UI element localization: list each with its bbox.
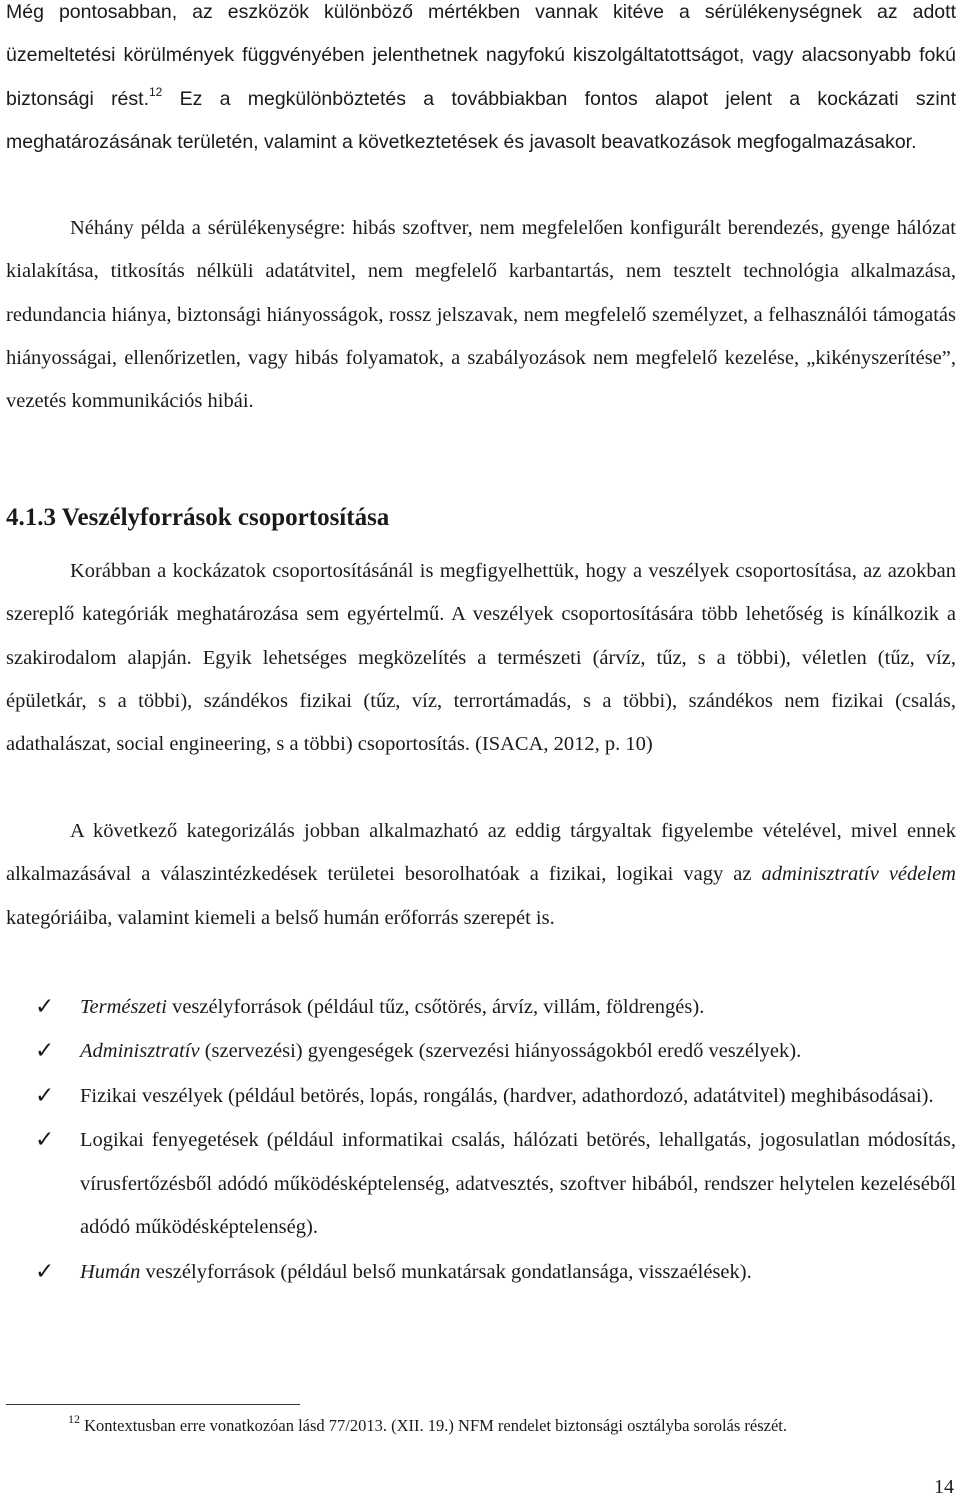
paragraph-vulnerability-intro: [6, 0, 956, 164]
list-item-emphasis: Humán: [80, 1260, 141, 1283]
list-item-emphasis: Adminisztratív: [80, 1040, 200, 1063]
list-item-emphasis: Természeti: [80, 996, 167, 1018]
list-item-text: Logikai fenyegetések (például informatikai csalás, hálózati betörés, lehallgatás, jogosulatlan módosítás, vírusfertőzésből adódó működésképtelenség, adatvesztés, szoftver hibából, rendszer helytelen kezeléséből adódó működésképtelenség).: [80, 1129, 956, 1239]
footnote-divider: [6, 1404, 300, 1405]
list-item-text: (szervezési) gyengeségek (szervezési hiányosságokból eredő veszélyek).: [199, 1040, 802, 1063]
footnote-reference[interactable]: 12: [149, 84, 163, 99]
paragraph-text: Ez a megkülönböztetés a továbbiakban fontos alapot jelent a kockázati szint meghatározásának területén, valamint a következtetések és javasolt beavatkozások megfogalmazásakor.: [6, 87, 956, 153]
paragraph-text: kategóriáiba, valamint kiemeli a belső humán erőforrás szerepét is.: [6, 906, 555, 929]
list-item: [0, 986, 956, 1029]
list-item-text: veszélyforrások (például tűz, csőtörés, árvíz, villám, földrengés).: [166, 996, 705, 1018]
list-item: [0, 1075, 956, 1118]
check-icon: ✓: [35, 994, 55, 1020]
list-item-text: veszélyforrások (például belső munkatársak gondatlansága, visszaélések).: [140, 1260, 752, 1283]
paragraph-categorization: [6, 810, 956, 940]
footnote-text: Kontextusban erre vonatkozóan lásd 77/2013. (XII. 19.) NFM rendelet biztonsági osztályba sorolás részét.: [80, 1416, 788, 1435]
check-icon: ✓: [35, 1258, 55, 1285]
threat-source-list: [0, 986, 960, 1295]
list-item: [0, 1030, 956, 1073]
paragraph-text: Még pontosabban, az eszközök különböző mértékben vannak kitéve a sérülékenységnek az adott üzemeltetési körülmények függvényében jelenthetnek nagyfokú kiszolgáltatottságot, vagy alacsonyabb fokú biztonsági rést.: [6, 1, 956, 110]
list-item-text: Fizikai veszélyek (például betörés, lopás, rongálás, (hardver, adathordozó, adatátvitel) meghibásodásai).: [80, 1084, 934, 1107]
check-icon: ✓: [35, 1127, 55, 1154]
list-item: [0, 1119, 956, 1249]
footnote: [6, 1410, 956, 1442]
emphasis-text: adminisztratív védelem: [761, 863, 956, 886]
footnote-number: 12: [68, 1412, 80, 1426]
paragraph-threat-grouping: Korábban a kockázatok csoportosításánál is megfigyelhettük, hogy a veszélyek csoportosítása, az azokban szereplő kategóriák meghatározása sem egyértelmű. A veszélyek csoportosítására több lehetőség is kínálkozik a szakirodalom alapján. Egyik lehetséges megközelítés a természeti (árvíz, tűz, s a többi), véletlen (tűz, víz, épületkár, s a többi), szándékos fizikai (tűz, víz, terrortámadás, s a többi), szándékos nem fizikai (csalás, adathalászat, social engineering, s a többi) csoportosítás. (ISACA, 2012, p. 10): [6, 560, 956, 756]
list-item: [0, 1251, 956, 1294]
paragraph-vulnerability-examples: Néhány példa a sérülékenységre: hibás szoftver, nem megfelelően konfigurált berendezés, gyenge hálózat kialakítása, titkosítás nélküli adatátvitel, nem megfelelő karbantartás, nem tesztelt technológia alkalmazása, redundancia hiánya, biztonsági hiányosságok, rossz jelszavak, nem megfelelő személyzet, a felhasználói támogatás hiányosságai, ellenőrizetlen, vagy hibás folyamatok, a szabályozások nem megfelelő kezelése, „kikényszerítése”, vezetés kommunikációs hibái.: [6, 217, 956, 413]
paragraph-text: A következő kategorizálás jobban alkalmazható az eddig tárgyaltak figyelembe vételével, mivel ennek alkalmazásával a válaszintézkedések területei besorolhatóak a fizikai, logikai vagy az: [6, 820, 956, 886]
check-icon: ✓: [35, 1082, 55, 1109]
page-number: 14: [934, 1476, 954, 1498]
section-heading: 4.1.3 Veszélyforrások csoportosítása: [6, 504, 390, 531]
check-icon: ✓: [35, 1038, 55, 1065]
